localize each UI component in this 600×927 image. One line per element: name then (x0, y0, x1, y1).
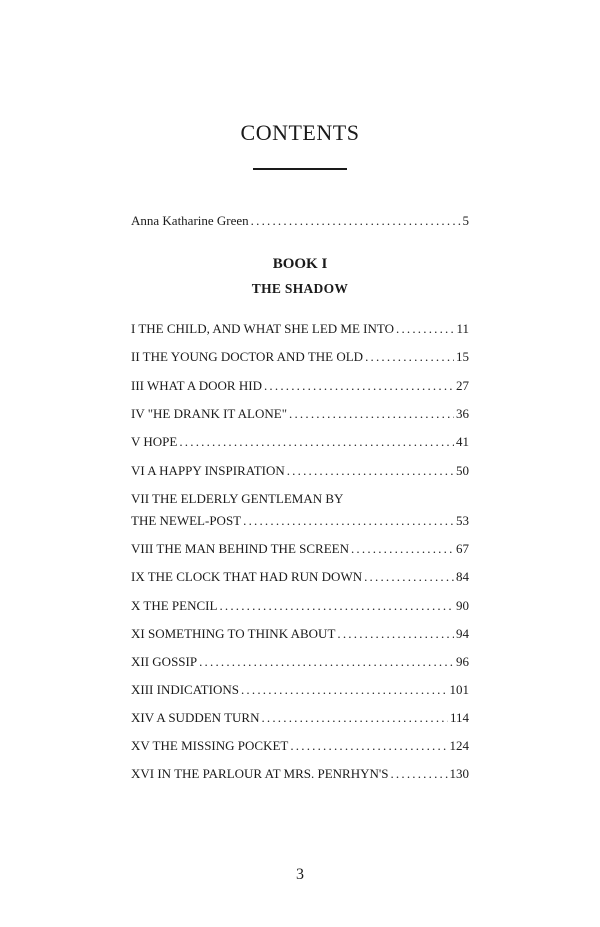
toc-entry-page: 53 (456, 513, 469, 528)
toc-entry-page: 130 (449, 766, 469, 781)
dot-leader (179, 433, 454, 450)
dot-leader (261, 709, 448, 726)
toc-entry-page: 94 (456, 626, 469, 641)
toc-entry-title: X THE PENCIL (131, 598, 218, 613)
toc-entry-page: 114 (449, 710, 469, 725)
toc-entry-title: III WHAT A DOOR HID (131, 378, 262, 393)
toc-entry[interactable] (131, 597, 469, 614)
toc-entry[interactable] (131, 405, 469, 422)
toc-entry-title: XV THE MISSING POCKET (131, 738, 289, 753)
toc-entry-title: IX THE CLOCK THAT HAD RUN DOWN (131, 569, 363, 584)
toc-entry[interactable] (131, 540, 469, 557)
dot-leader (396, 320, 454, 337)
toc-entry-page: 101 (449, 682, 469, 697)
toc-entry-title: V HOPE (131, 434, 178, 449)
toc-entry-page: 11 (456, 321, 469, 336)
dot-leader (251, 212, 461, 229)
toc-entry[interactable] (131, 737, 469, 754)
dot-leader (364, 568, 454, 585)
toc-entry-title: XVI IN THE PARLOUR AT MRS. PENRHYN'S (131, 766, 389, 781)
toc-entry-title: II THE YOUNG DOCTOR AND THE OLD (131, 349, 364, 364)
toc-entry[interactable] (131, 625, 469, 642)
toc-entry-page: 5 (462, 213, 469, 228)
toc-entry-page: 36 (456, 406, 469, 421)
dot-leader (287, 462, 454, 479)
heading-rule (253, 168, 347, 170)
toc-entry[interactable] (131, 462, 469, 479)
toc-entry-title: Anna Katharine Green (131, 213, 249, 228)
toc-entry-page: 50 (456, 463, 469, 478)
dot-leader (219, 597, 454, 614)
toc-entry-page: 96 (456, 654, 469, 669)
toc-entry-page: 15 (456, 349, 469, 364)
toc-entry[interactable] (131, 320, 469, 337)
book-label: BOOK I (272, 256, 328, 272)
dot-leader (290, 737, 447, 754)
dot-leader (390, 765, 447, 782)
dot-leader (199, 653, 454, 670)
toc-entry-title: VIII THE MAN BEHIND THE SCREEN (131, 541, 349, 556)
toc-entry-page: 67 (456, 541, 469, 556)
dot-leader (365, 348, 454, 365)
toc-entry-intro[interactable] (131, 212, 469, 229)
dot-leader (241, 681, 448, 698)
toc-entry-page: 124 (449, 738, 469, 753)
toc-entry-title: XII GOSSIP (131, 654, 198, 669)
toc-entry-title: I THE CHILD, AND WHAT SHE LED ME INTO (131, 321, 394, 336)
toc-entry-title: XIV A SUDDEN TURN (131, 710, 260, 725)
toc-entry[interactable] (131, 653, 469, 670)
toc-entry-page: 84 (456, 569, 469, 584)
dot-leader (351, 540, 454, 557)
toc-entry[interactable] (131, 377, 469, 394)
dot-leader (264, 377, 454, 394)
dot-leader (289, 405, 454, 422)
toc-entry[interactable] (131, 348, 469, 365)
toc-entry-page: 41 (456, 434, 469, 449)
toc-entry-title: VI A HAPPY INSPIRATION (131, 463, 285, 478)
toc-entry-page: 27 (456, 378, 469, 393)
book-subtitle: THE SHADOW (251, 281, 349, 296)
toc-entry-title: IV "HE DRANK IT ALONE" (131, 406, 288, 421)
toc-entry-title: XI SOMETHING TO THINK ABOUT (131, 626, 336, 641)
toc-entry-page: 90 (456, 598, 469, 613)
dot-leader (243, 512, 454, 529)
toc-entry[interactable] (131, 681, 469, 698)
page-number: 3 (296, 866, 304, 883)
toc-entry[interactable] (131, 490, 469, 529)
toc-entry[interactable] (131, 433, 469, 450)
dot-leader (337, 625, 454, 642)
toc-entry[interactable] (131, 568, 469, 585)
toc-entry[interactable] (131, 709, 469, 726)
contents-heading: CONTENTS (240, 120, 360, 145)
toc-entry[interactable] (131, 765, 469, 782)
toc-entry-title: XIII INDICATIONS (131, 682, 239, 697)
toc-entry-title: THE NEWEL-POST (131, 513, 242, 528)
toc-entry-title-line1: VII THE ELDERLY GENTLEMAN BY (131, 491, 344, 506)
